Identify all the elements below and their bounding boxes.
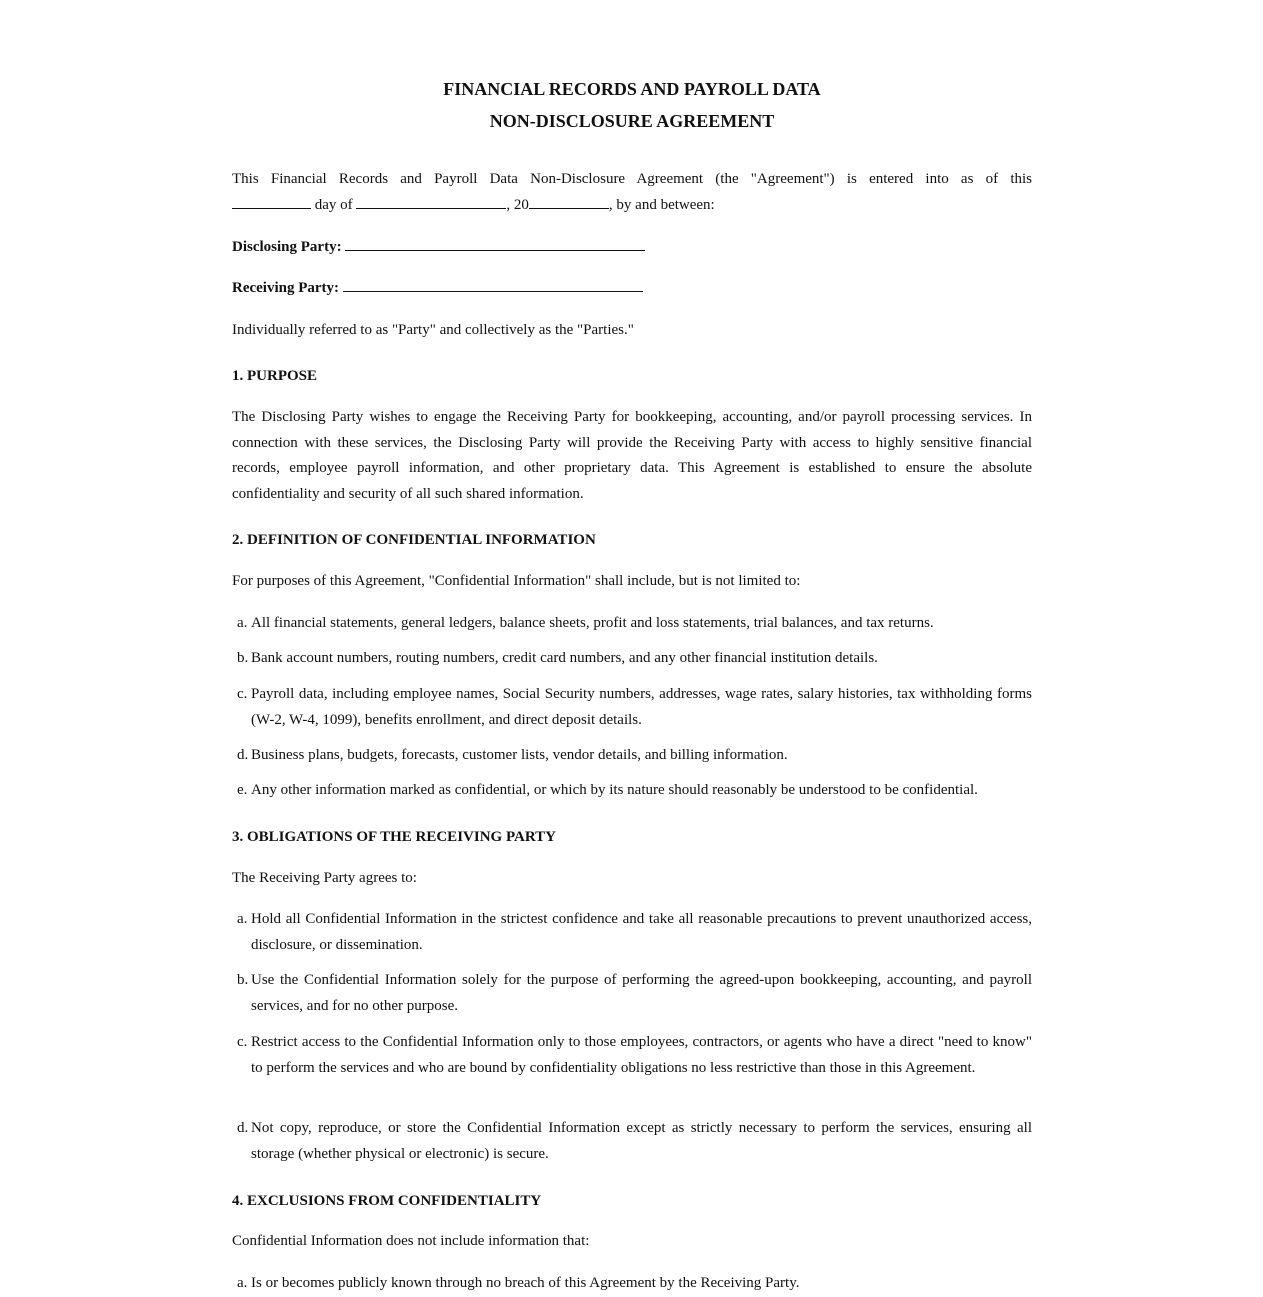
receiving-party-label: Receiving Party: bbox=[232, 280, 340, 296]
section-heading: 4. EXCLUSIONS FROM CONFIDENTIALITY bbox=[232, 1193, 542, 1209]
section-3-intro bbox=[232, 866, 1032, 892]
section-heading: 1. PURPOSE bbox=[232, 368, 318, 384]
receiving-party-row bbox=[232, 276, 1032, 302]
list-item bbox=[232, 968, 1032, 1019]
list-marker: a. bbox=[237, 615, 248, 631]
section-2-intro bbox=[232, 569, 1032, 595]
list-item-text: Not copy, reproduce, or store the Confidential Information except as strictly necessary to perform the services, ensuring all storage (whether physical or electronic) is secure. bbox=[251, 1120, 1032, 1162]
list-marker: a. bbox=[237, 1275, 248, 1291]
list-item bbox=[232, 778, 1032, 804]
list-item-text: Business plans, budgets, forecasts, customer lists, vendor details, and billing information. bbox=[251, 747, 788, 763]
list-item bbox=[232, 646, 1032, 672]
list-item-text: All financial statements, general ledgers, balance sheets, profit and loss statements, trial balances, and tax returns. bbox=[251, 615, 934, 631]
year-prefix-text: , 20 bbox=[506, 196, 529, 213]
parties-referred-text bbox=[232, 318, 1032, 344]
list-item-text: Any other information marked as confidential, or which by its nature should reasonably be understood to be confidential. bbox=[251, 782, 978, 798]
list-marker: c. bbox=[237, 1034, 248, 1050]
disclosing-party-label: Disclosing Party: bbox=[232, 239, 342, 255]
list-item-text: Is or becomes publicly known through no breach of this Agreement by the Receiving Party. bbox=[251, 1275, 800, 1291]
month-blank[interactable] bbox=[356, 194, 506, 209]
list-marker: b. bbox=[237, 650, 249, 666]
section-2-heading bbox=[232, 530, 1032, 550]
list-marker: d. bbox=[237, 1120, 249, 1136]
list-item-text: Bank account numbers, routing numbers, credit card numbers, and any other financial institution details. bbox=[251, 650, 878, 666]
list-item bbox=[232, 743, 1032, 769]
section-4-intro-text: Confidential Information does not include information that: bbox=[232, 1233, 590, 1249]
section-4-intro bbox=[232, 1229, 1032, 1255]
year-blank[interactable] bbox=[529, 194, 609, 209]
section-1-heading bbox=[232, 366, 1032, 386]
intro-line-2 bbox=[232, 193, 1032, 219]
title-line-2: NON-DISCLOSURE AGREEMENT bbox=[489, 111, 775, 131]
list-item-text: Use the Confidential Information solely for the purpose of performing the agreed-upon bookkeeping, accounting, and payroll services, and for no other purpose. bbox=[251, 972, 1032, 1014]
section-2-intro-text: For purposes of this Agreement, "Confidential Information" shall include, but is not limited to: bbox=[232, 573, 801, 589]
section-1-paragraph: The Disclosing Party wishes to engage the Receiving Party for bookkeeping, accounting, and/or payroll processing services. In connection with these services, the Disclosing Party will provide the Receiving Party with access to highly sensitive financial records, employee payroll information, and other proprietary data. This Agreement is established to ensure the absolute confidentiality and security of all such shared information. bbox=[232, 409, 1032, 502]
list-item bbox=[232, 611, 1032, 637]
by-and-between-text: , by and between: bbox=[608, 196, 715, 213]
list-marker: b. bbox=[237, 972, 249, 988]
intro-line-1: This Financial Records and Payroll Data Non-Disclosure Agreement (the "Agreement") is entered into as of this bbox=[232, 171, 1032, 187]
list-item-text: Restrict access to the Confidential Information only to those employees, contractors, or agents who have a direct "need to know" to perform the services and who are bound by confidentiality obligations no less restrictive than those in this Agreement. bbox=[251, 1034, 1032, 1076]
section-heading: 2. DEFINITION OF CONFIDENTIAL INFORMATION bbox=[232, 532, 596, 548]
day-blank[interactable] bbox=[232, 194, 311, 209]
list-marker: d. bbox=[237, 747, 249, 763]
disclosing-party-row bbox=[232, 235, 1032, 261]
section-3-heading bbox=[232, 827, 1032, 847]
list-item-text: Hold all Confidential Information in the strictest confidence and take all reasonable precautions to prevent unauthorized access, disclosure, or dissemination. bbox=[251, 911, 1032, 953]
list-item bbox=[232, 682, 1032, 733]
receiving-party-blank[interactable] bbox=[343, 277, 643, 292]
list-item bbox=[232, 907, 1032, 958]
section-heading: 3. OBLIGATIONS OF THE RECEIVING PARTY bbox=[232, 829, 556, 845]
section-3-intro-text: The Receiving Party agrees to: bbox=[232, 870, 417, 886]
document-title bbox=[232, 73, 1032, 137]
disclosing-party-blank[interactable] bbox=[345, 236, 645, 251]
list-marker: e. bbox=[237, 782, 248, 798]
list-item bbox=[232, 1030, 1032, 1081]
intro-paragraph bbox=[232, 167, 1032, 218]
section-4-heading bbox=[232, 1191, 1032, 1211]
day-of-text: day of bbox=[314, 196, 353, 213]
list-marker: c. bbox=[237, 686, 248, 702]
list-item-text: Payroll data, including employee names, Social Security numbers, addresses, wage rates, salary histories, tax withholding forms (W-2, W-4, 1099), benefits enrollment, and direct deposit details. bbox=[251, 686, 1032, 728]
title-line-1: FINANCIAL RECORDS AND PAYROLL DATA bbox=[443, 79, 821, 99]
section-1-body bbox=[232, 405, 1032, 507]
list-marker: a. bbox=[237, 911, 248, 927]
list-item bbox=[232, 1116, 1032, 1167]
parties-referred-line: Individually referred to as "Party" and collectively as the "Parties." bbox=[232, 322, 634, 338]
list-item bbox=[232, 1271, 1032, 1297]
